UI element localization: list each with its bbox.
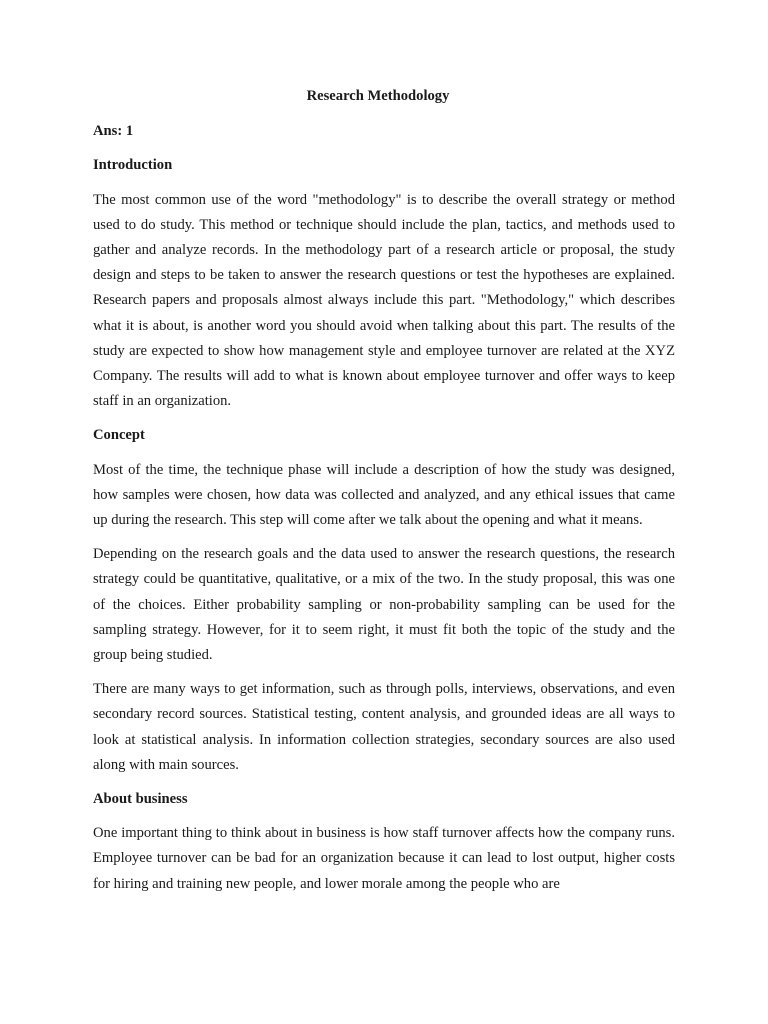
section-heading-concept: Concept (93, 427, 145, 444)
concept-paragraph-3: There are many ways to get information, such as through polls, interviews, observations, and even secondary record sources. Statistical testing, content analysis, and grounded ideas are all ways to look at statistical analysis. In information collection strategies, secondary sources are also used along with main sources. (93, 681, 675, 773)
document-title: Research Methodology (306, 88, 450, 104)
introduction-paragraph-1: The most common use of the word "methodology" is to describe the overall strategy or method used to do study. This method or technique should include the plan, tactics, and methods used to gather and analyze records. In the methodology part of a research article or proposal, the study design and steps to be taken to answer the research questions or test the hypotheses are explained. Research papers and proposals almost always include this part. "Methodology," which describes what it is about, is another word you should avoid when talking about this part. The results of the study are expected to show how management style and employee turnover are related at the XYZ Company. The results will add to what is known about employee turnover and offer ways to keep staff in an organization. (93, 191, 675, 410)
document-body (93, 84, 675, 897)
concept-paragraph-2: Depending on the research goals and the data used to answer the research questions, the research strategy could be quantitative, qualitative, or a mix of the two. In the study proposal, this was one of the choices. Either probability sampling or non-probability sampling can be used for the sampling strategy. However, for it to seem right, it must fit both the topic of the study and the group being studied. (93, 546, 675, 664)
answer-label: Ans: 1 (93, 123, 134, 140)
section-heading-introduction: Introduction (93, 157, 173, 174)
concept-paragraph-1: Most of the time, the technique phase will include a description of how the study was designed, how samples were chosen, how data was collected and analyzed, and any ethical issues that came up during the research. This step will come after we talk about the opening and what it means. (93, 461, 675, 529)
section-heading-about-business: About business (93, 791, 188, 808)
about-business-paragraph-1: One important thing to think about in business is how staff turnover affects how the company runs. Employee turnover can be bad for an organization because it can lead to lost output, higher costs for hiring and training new people, and lower morale among the people who are (93, 825, 675, 892)
